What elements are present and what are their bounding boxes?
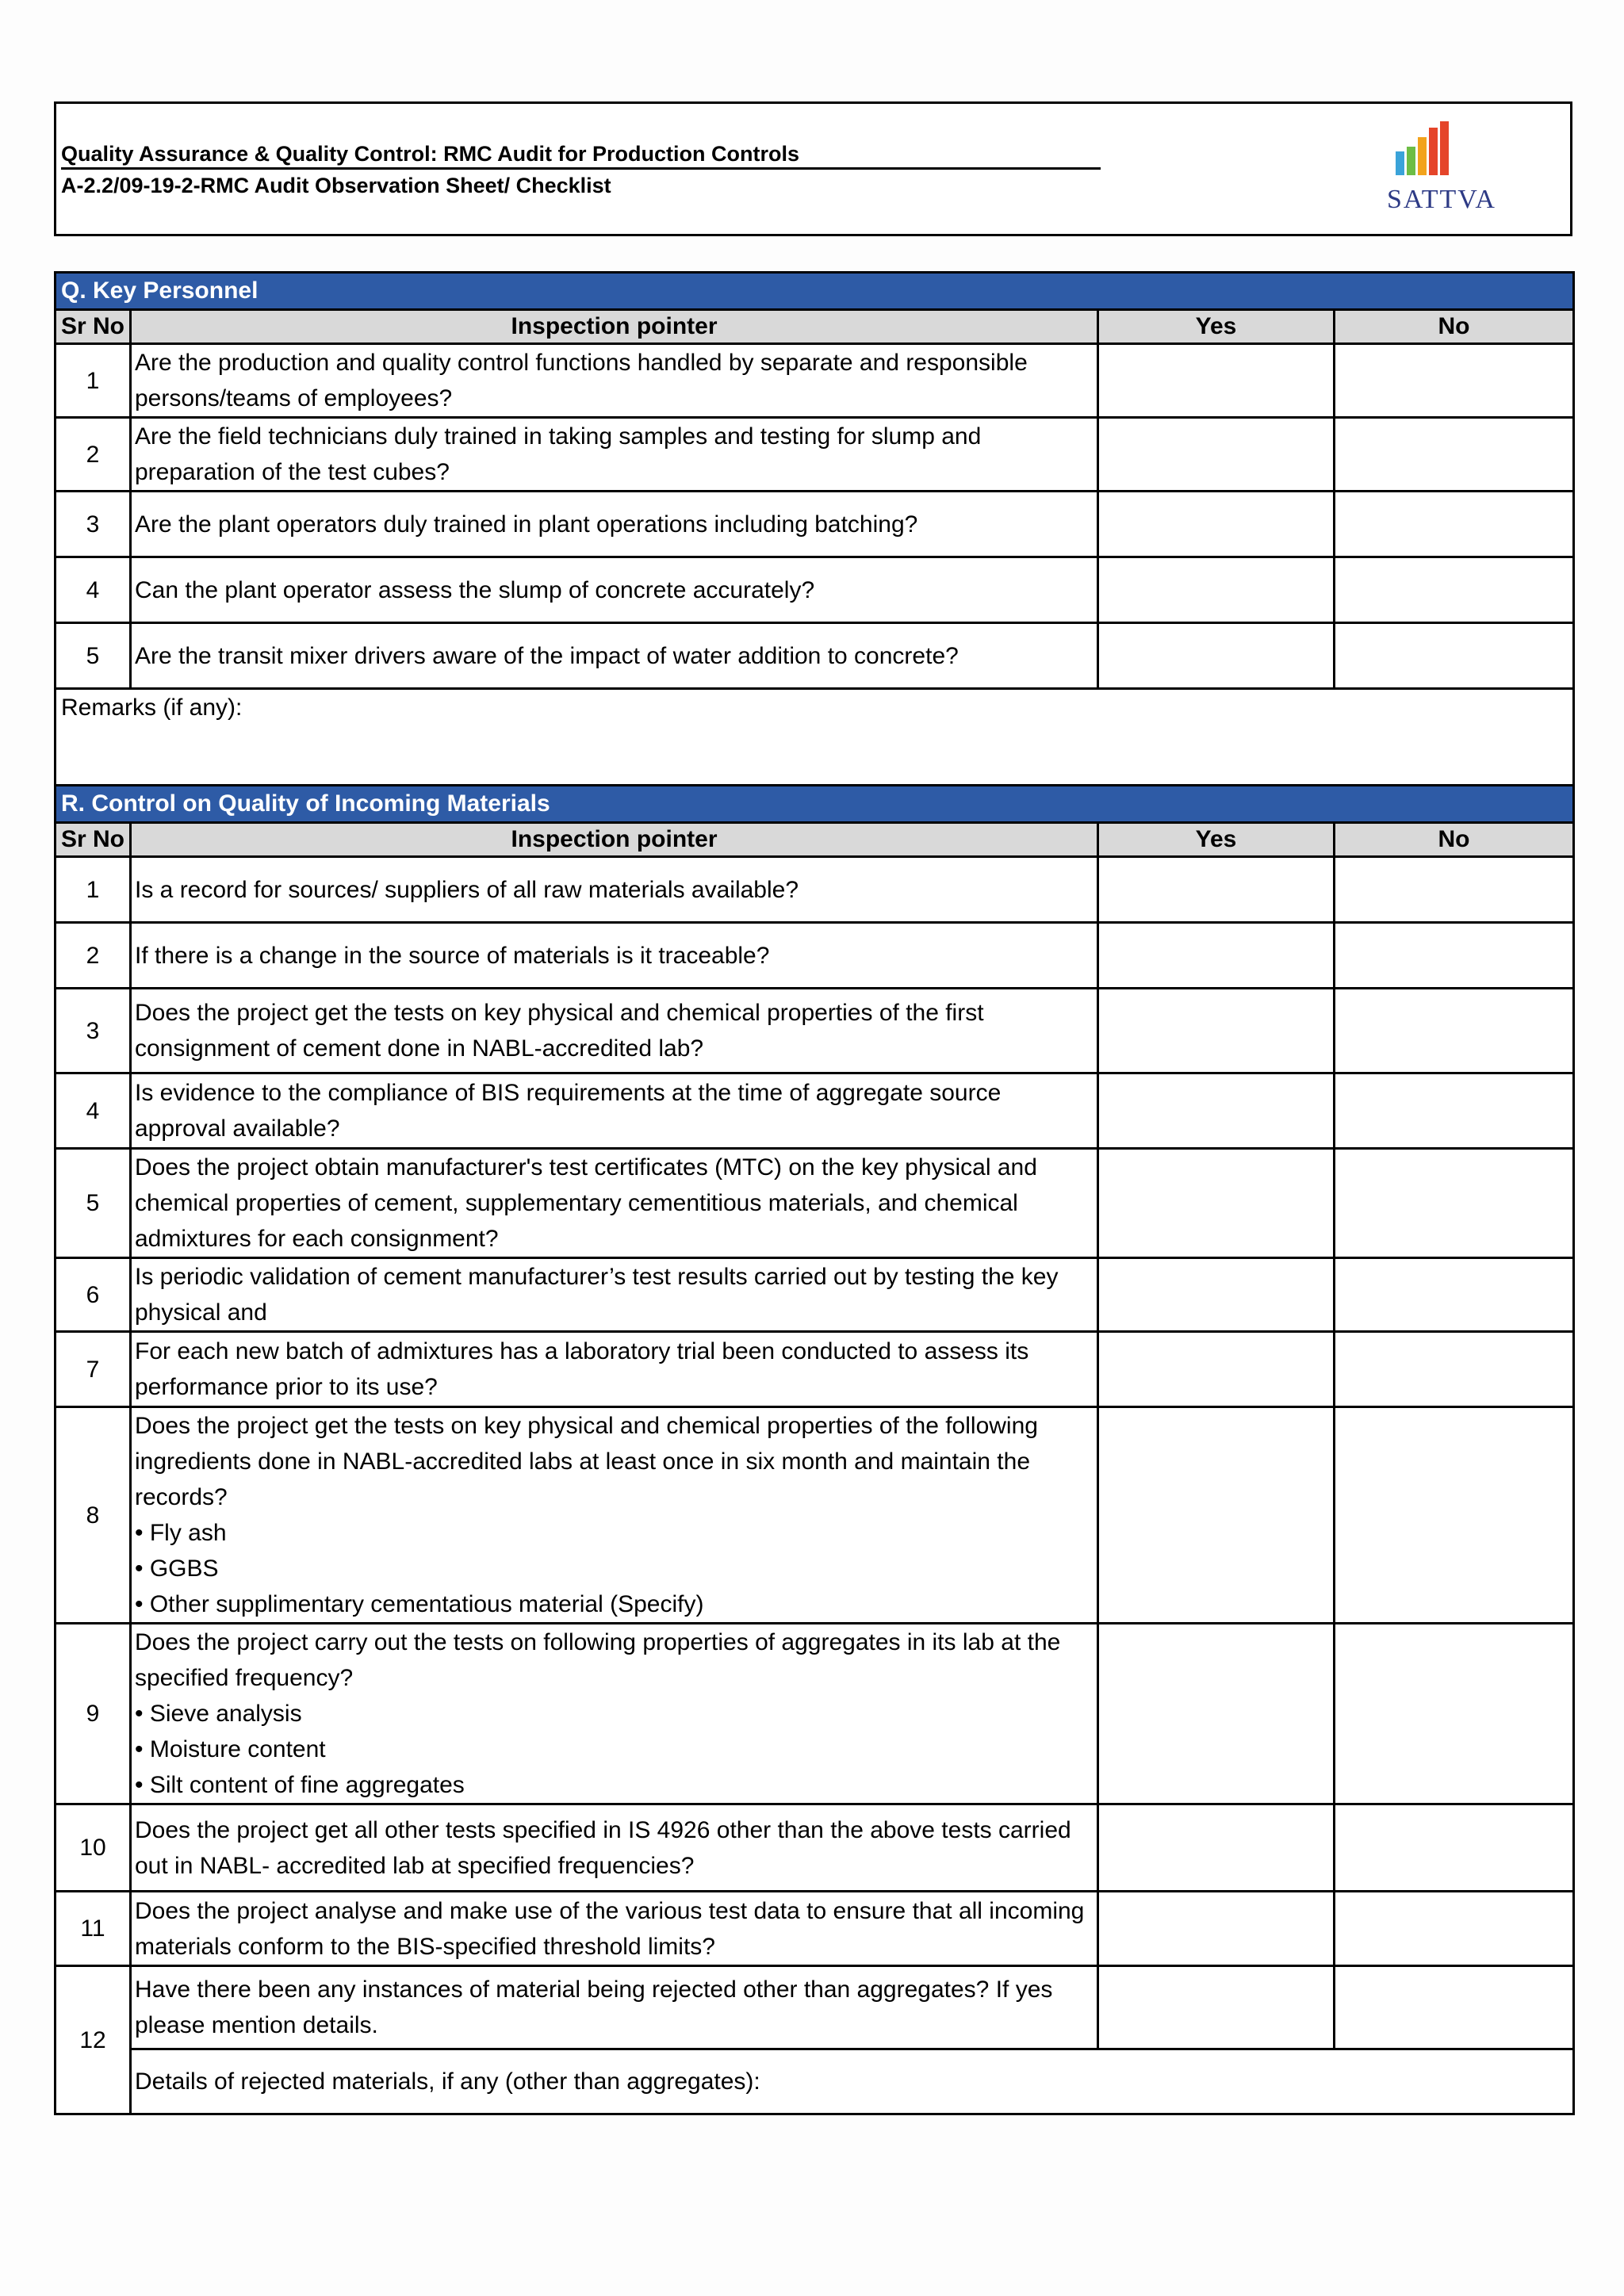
table-row [56,1624,1574,1804]
sr-no-cell: 7 [56,1332,131,1407]
logo-bar [1396,151,1404,175]
table-row [56,1073,1574,1149]
table-row [56,2049,1574,2114]
pointer-text: Is a record for sources/ suppliers of all raw materials available? [135,876,799,903]
pointer-text: Is evidence to the compliance of BIS requirements at the time of aggregate source approval available? [135,1080,1002,1142]
column-header-no: No [1335,823,1574,857]
no-cell[interactable] [1335,1149,1574,1258]
sr-no-cell: 4 [56,557,131,623]
table-row [56,492,1574,557]
yes-cell[interactable] [1098,557,1335,623]
sr-no-cell: 1 [56,344,131,418]
remarks-field[interactable]: Remarks (if any): [56,689,1574,796]
bullet-item: • Fly ash [135,1520,227,1546]
column-header-yes: Yes [1098,310,1335,344]
sr-no-cell: 4 [56,1073,131,1149]
sr-no-cell: 5 [56,623,131,689]
sr-no-cell: 5 [56,1149,131,1258]
bullet-item: • Other supplimentary cementatious material (Specify) [135,1591,704,1617]
table-row [56,1258,1574,1332]
sr-no-cell: 10 [56,1804,131,1892]
sr-no-cell: 11 [56,1892,131,1966]
document-subtitle: A-2.2/09-19-2-RMC Audit Observation Sheet/ Checklist [61,174,611,197]
inspection-pointer-cell [131,418,1098,492]
logo-text: SATTVA [1387,185,1496,214]
sr-no-cell: 8 [56,1407,131,1624]
no-cell[interactable] [1335,1073,1574,1149]
yes-cell[interactable] [1098,418,1335,492]
table-row [56,1804,1574,1892]
column-header-sr: Sr No [56,823,131,857]
pointer-text: Does the project get the tests on key physical and chemical properties of the following ingredients done in NABL-accredited labs at least once in six month and maintain the records? [135,1413,1038,1510]
pointer-text: Is periodic validation of cement manufacturer’s test results carried out by testing the key physical and [135,1264,1059,1326]
bullet-item: • GGBS [135,1556,219,1582]
yes-cell[interactable] [1098,1892,1335,1966]
sr-no-cell: 2 [56,418,131,492]
inspection-pointer-cell [131,1624,1098,1804]
bullet-item: • Sieve analysis [135,1701,302,1727]
bullet-item: • Silt content of fine aggregates [135,1772,465,1798]
column-header-no: No [1335,310,1574,344]
no-cell[interactable] [1335,1407,1574,1624]
inspection-pointer-cell [131,1892,1098,1966]
table-row [56,989,1574,1073]
pointer-text: Are the plant operators duly trained in plant operations including batching? [135,511,918,538]
no-cell[interactable] [1335,418,1574,492]
table-row [56,1407,1574,1624]
yes-cell[interactable] [1098,1804,1335,1892]
table-row [56,418,1574,492]
pointer-text: Does the project analyse and make use of the various test data to ensure that all incoming materials conform to the BIS-specified threshold limits? [135,1897,1085,1960]
inspection-pointer-cell [131,623,1098,689]
section-title: R. Control on Quality of Incoming Materials [56,786,1574,823]
table-row [56,923,1574,989]
sr-no-cell: 3 [56,989,131,1073]
key-personnel-table [54,271,1575,797]
yes-cell[interactable] [1098,1407,1335,1624]
inspection-pointer-cell [131,1149,1098,1258]
table-row [56,344,1574,418]
table-row [56,1892,1574,1966]
inspection-pointer-cell [131,1407,1098,1624]
logo-bar [1407,147,1415,175]
no-cell[interactable] [1335,1332,1574,1407]
yes-cell[interactable] [1098,492,1335,557]
bullet-item: • Moisture content [135,1736,326,1762]
section-title: Q. Key Personnel [56,273,1574,310]
column-header-pointer: Inspection pointer [131,823,1098,857]
yes-cell[interactable] [1098,857,1335,923]
inspection-pointer-cell [131,344,1098,418]
yes-cell[interactable] [1098,989,1335,1073]
incoming-materials-table [54,784,1575,2115]
yes-cell[interactable] [1098,623,1335,689]
no-cell[interactable] [1335,623,1574,689]
inspection-pointer-cell [131,1332,1098,1407]
no-cell[interactable] [1335,1258,1574,1332]
no-cell[interactable] [1335,857,1574,923]
document-header [54,101,1572,236]
inspection-pointer-cell [131,989,1098,1073]
pointer-text: Does the project obtain manufacturer's test certificates (MTC) on the key physical and chemical properties of cement, supplementary cementitious materials, and chemical admixtures for each consignment? [135,1154,1037,1252]
pointer-text: For each new batch of admixtures has a laboratory trial been conducted to assess its performance prior to its use? [135,1338,1029,1400]
pointer-text: Are the production and quality control functions handled by separate and responsible persons/teams of employees? [135,350,1028,411]
table-row [56,623,1574,689]
logo-bar [1418,137,1427,175]
inspection-pointer-cell [131,492,1098,557]
inspection-pointer-cell [131,1073,1098,1149]
sr-no-cell: 12 [56,1966,131,2114]
pointer-text: If there is a change in the source of materials is it traceable? [135,942,770,969]
inspection-pointer-cell [131,557,1098,623]
no-cell[interactable] [1335,492,1574,557]
pointer-text: Are the transit mixer drivers aware of the impact of water addition to concrete? [135,642,959,669]
inspection-pointer-cell [131,857,1098,923]
no-cell[interactable] [1335,557,1574,623]
inspection-pointer-cell [131,1258,1098,1332]
column-header-pointer: Inspection pointer [131,310,1098,344]
pointer-text: Are the field technicians duly trained in taking samples and testing for slump and preparation of the test cubes? [135,423,982,485]
yes-cell[interactable] [1098,1332,1335,1407]
pointer-text: Can the plant operator assess the slump of concrete accurately? [135,576,815,603]
no-cell[interactable] [1335,989,1574,1073]
sr-no-cell: 9 [56,1624,131,1804]
logo-bar [1429,128,1438,175]
yes-cell[interactable] [1098,1258,1335,1332]
document-title: Quality Assurance & Quality Control: RMC Audit for Production Controls [61,140,1101,170]
no-cell[interactable] [1335,1624,1574,1804]
inspection-pointer-cell [131,923,1098,989]
table-row [56,1149,1574,1258]
yes-cell[interactable] [1098,1966,1335,2049]
pointer-text: Have there been any instances of material being rejected other than aggregates? If yes please mention details. [135,1976,1053,2038]
inspection-pointer-cell [131,1966,1098,2049]
sr-no-cell: 3 [56,492,131,557]
pointer-text: Does the project get the tests on key physical and chemical properties of the first consignment of cement done in NABL-accredited lab? [135,1000,984,1062]
yes-cell[interactable] [1098,344,1335,418]
yes-cell[interactable] [1098,1149,1335,1258]
sr-no-cell: 6 [56,1258,131,1332]
table-row [56,857,1574,923]
table-row [56,1966,1574,2049]
logo-bars-icon [1361,118,1519,189]
no-cell[interactable] [1335,1892,1574,1966]
table-row [56,557,1574,623]
column-header-yes: Yes [1098,823,1335,857]
sr-no-cell: 1 [56,857,131,923]
pointer-text: Does the project get all other tests specified in IS 4926 other than the above tests carried out in NABL- accredited lab at specified frequencies? [135,1816,1071,1879]
yes-cell[interactable] [1098,1073,1335,1149]
sattva-logo [1361,118,1519,221]
table-row [56,1332,1574,1407]
column-header-sr: Sr No [56,310,131,344]
no-cell[interactable] [1335,1966,1574,2049]
rejected-materials-details-field[interactable]: Details of rejected materials, if any (other than aggregates): [131,2049,1574,2114]
inspection-pointer-cell [131,1804,1098,1892]
no-cell[interactable] [1335,923,1574,989]
pointer-text: Does the project carry out the tests on following properties of aggregates in its lab at the specified frequency? [135,1629,1061,1691]
no-cell[interactable] [1335,1804,1574,1892]
no-cell[interactable] [1335,344,1574,418]
yes-cell[interactable] [1098,923,1335,989]
logo-bar [1440,121,1449,175]
sr-no-cell: 2 [56,923,131,989]
yes-cell[interactable] [1098,1624,1335,1804]
